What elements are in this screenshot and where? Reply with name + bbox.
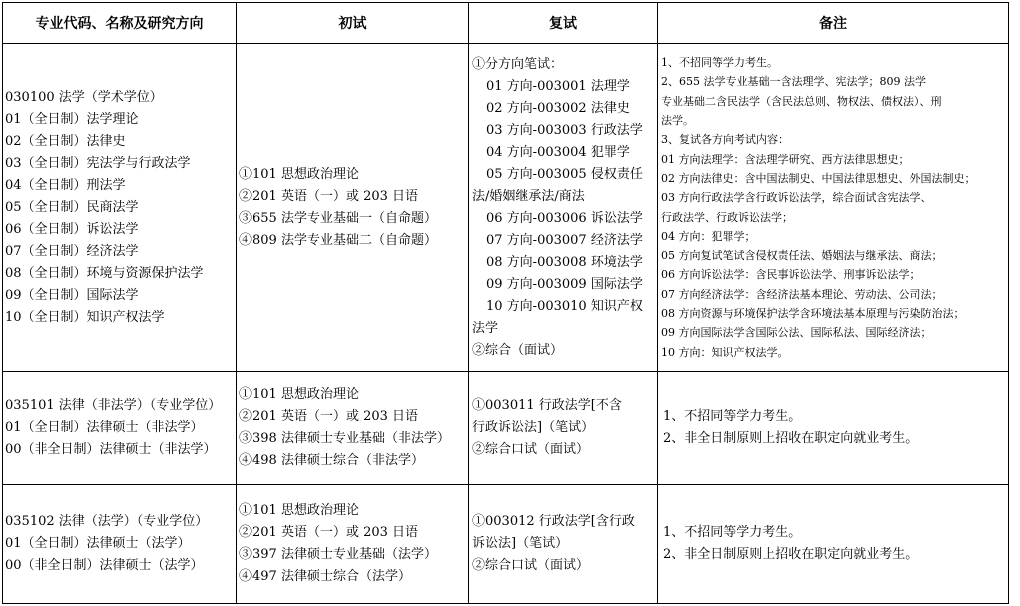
retest-line: 09 方向-003009 国际法学 xyxy=(486,276,643,292)
major-line: 035101 法律（非法学）（专业学位） xyxy=(5,398,222,413)
header-retest: 复试 xyxy=(469,3,658,44)
major-line: 04（全日制）刑法学 xyxy=(5,177,126,193)
note-line: 07 方向经济法学：含经济法基本理论、劳动法、公司法； xyxy=(661,287,943,301)
table-row xyxy=(3,485,1009,604)
retest-line: 行政诉讼法]（笔试） xyxy=(472,420,595,435)
major-line: 00（非全日制）法律硕士（非法学） xyxy=(5,442,217,457)
retest-line: ②综合（面试） xyxy=(472,342,564,358)
notes-cell xyxy=(658,44,1009,372)
major-line: 07（全日制）经济法学 xyxy=(5,243,139,259)
retest-line: 04 方向-003004 犯罪学 xyxy=(486,144,630,160)
note-line: 1、不招同等学力考生。 xyxy=(663,525,802,540)
major-line: 08（全日制）环境与资源保护法学 xyxy=(5,265,204,281)
note-line: 1、不招同等学力考生。 xyxy=(661,56,778,70)
exam-line: ①101 思想政治理论 xyxy=(239,503,359,518)
retest-line: 01 方向-003001 法理学 xyxy=(486,78,630,94)
note-line: 03 方向行政法学含行政诉讼法学，综合面试含宪法学、 xyxy=(661,191,932,205)
note-line: 02 方向法律史：含中国法制史、中国法律思想史、外国法制史； xyxy=(661,171,976,185)
exam-line: ④497 法律硕士综合（法学） xyxy=(239,569,411,584)
major-line: 10（全日制）知识产权法学 xyxy=(5,309,165,325)
retest-line: ①003011 行政法学[不含 xyxy=(472,398,622,413)
exam-line: ④809 法学专业基础二（自命题） xyxy=(239,232,437,248)
exam-line: ④498 法律硕士综合（非法学） xyxy=(239,453,424,468)
major-line: 030100 法学（学术学位） xyxy=(5,89,163,105)
exam-line: ②201 英语（一）或 203 日语 xyxy=(239,409,419,424)
retest-line: ②综合口试（面试） xyxy=(472,558,590,573)
major-line: 01（全日制）法学理论 xyxy=(5,111,139,127)
retest-line: ②综合口试（面试） xyxy=(472,442,590,457)
major-line: 09（全日制）国际法学 xyxy=(5,287,139,303)
table-row xyxy=(3,44,1009,372)
major-line: 035102 法律（法学）（专业学位） xyxy=(5,514,209,529)
retest-cell xyxy=(469,372,658,485)
note-line: 06 方向诉讼法学：含民事诉讼法学、刑事诉讼法学； xyxy=(661,268,921,282)
exam-line: ③398 法律硕士专业基础（非法学） xyxy=(239,431,450,446)
notes-cell xyxy=(658,372,1009,485)
major-cell xyxy=(3,485,237,604)
major-line: 03（全日制）宪法学与行政法学 xyxy=(5,155,191,171)
note-line: 04 方向：犯罪学； xyxy=(661,229,756,243)
note-line: 1、不招同等学力考生。 xyxy=(663,409,802,424)
retest-line: 诉讼法]（笔试） xyxy=(472,536,569,551)
retest-cell xyxy=(469,485,658,604)
major-line: 01（全日制）法律硕士（非法学） xyxy=(5,420,204,435)
note-line: 05 方向复试笔试含侵权责任法、婚姻法与继承法、商法； xyxy=(661,249,943,263)
major-line: 00（非全日制）法律硕士（法学） xyxy=(5,558,204,573)
notes-cell xyxy=(658,485,1009,604)
major-line: 06（全日制）诉讼法学 xyxy=(5,221,139,237)
retest-line: 08 方向-003008 环境法学 xyxy=(486,254,643,270)
exam-cell xyxy=(237,372,469,485)
header-row xyxy=(3,3,1009,44)
retest-line: 法/婚姻继承法/商法 xyxy=(472,188,585,204)
note-line: 01 方向法理学：含法理学研究、西方法律思想史； xyxy=(661,152,910,166)
retest-line: ①003012 行政法学[含行政 xyxy=(472,514,635,529)
note-line: 2、非全日制原则上招收在职定向就业考生。 xyxy=(663,547,919,562)
table-row xyxy=(3,372,1009,485)
note-line: 3、复试各方向考试内容： xyxy=(661,133,789,147)
note-line: 2、非全日制原则上招收在职定向就业考生。 xyxy=(663,431,919,446)
retest-line: 07 方向-003007 经济法学 xyxy=(486,232,643,248)
exam-line: ②201 英语（一）或 203 日语 xyxy=(239,188,419,204)
retest-cell xyxy=(469,44,658,372)
retest-line: ①分方向笔试： xyxy=(472,56,564,72)
note-line: 2、655 法学专业基础一含法理学、宪法学；809 法学 xyxy=(661,75,926,89)
admissions-table xyxy=(2,2,1009,604)
note-line: 08 方向资源与环境保护法学含环境法基本原理与污染防治法； xyxy=(661,306,965,320)
exam-line: ②201 英语（一）或 203 日语 xyxy=(239,525,419,540)
major-line: 01（全日制）法律硕士（法学） xyxy=(5,536,191,551)
major-cell xyxy=(3,372,237,485)
note-line: 行政法学、行政诉讼法学； xyxy=(661,210,793,224)
note-line: 10 方向：知识产权法学。 xyxy=(661,345,789,359)
retest-line: 法学 xyxy=(472,320,499,336)
header-exam: 初试 xyxy=(237,3,469,44)
retest-line: 05 方向-003005 侵权责任 xyxy=(486,166,643,182)
exam-cell xyxy=(237,44,469,372)
header-major: 专业代码、名称及研究方向 xyxy=(3,3,237,44)
exam-line: ①101 思想政治理论 xyxy=(239,387,359,402)
retest-line: 06 方向-003006 诉讼法学 xyxy=(486,210,643,226)
note-line: 法学。 xyxy=(661,114,694,128)
retest-line: 10 方向-003010 知识产权 xyxy=(486,298,643,314)
exam-line: ③397 法律硕士专业基础（法学） xyxy=(239,547,437,562)
note-line: 09 方向国际法学含国际公法、国际私法、国际经济法； xyxy=(661,326,932,340)
major-cell xyxy=(3,44,237,372)
retest-line: 02 方向-003002 法律史 xyxy=(486,100,630,116)
exam-line: ①101 思想政治理论 xyxy=(239,166,359,182)
major-line: 05（全日制）民商法学 xyxy=(5,199,139,215)
exam-cell xyxy=(237,485,469,604)
exam-line: ③655 法学专业基础一（自命题） xyxy=(239,210,437,226)
note-line: 专业基础二含民法学（含民法总则、物权法、债权法）、刑 xyxy=(661,94,942,108)
retest-line: 03 方向-003003 行政法学 xyxy=(486,122,643,138)
header-notes: 备注 xyxy=(658,3,1009,44)
major-line: 02（全日制）法律史 xyxy=(5,133,126,149)
